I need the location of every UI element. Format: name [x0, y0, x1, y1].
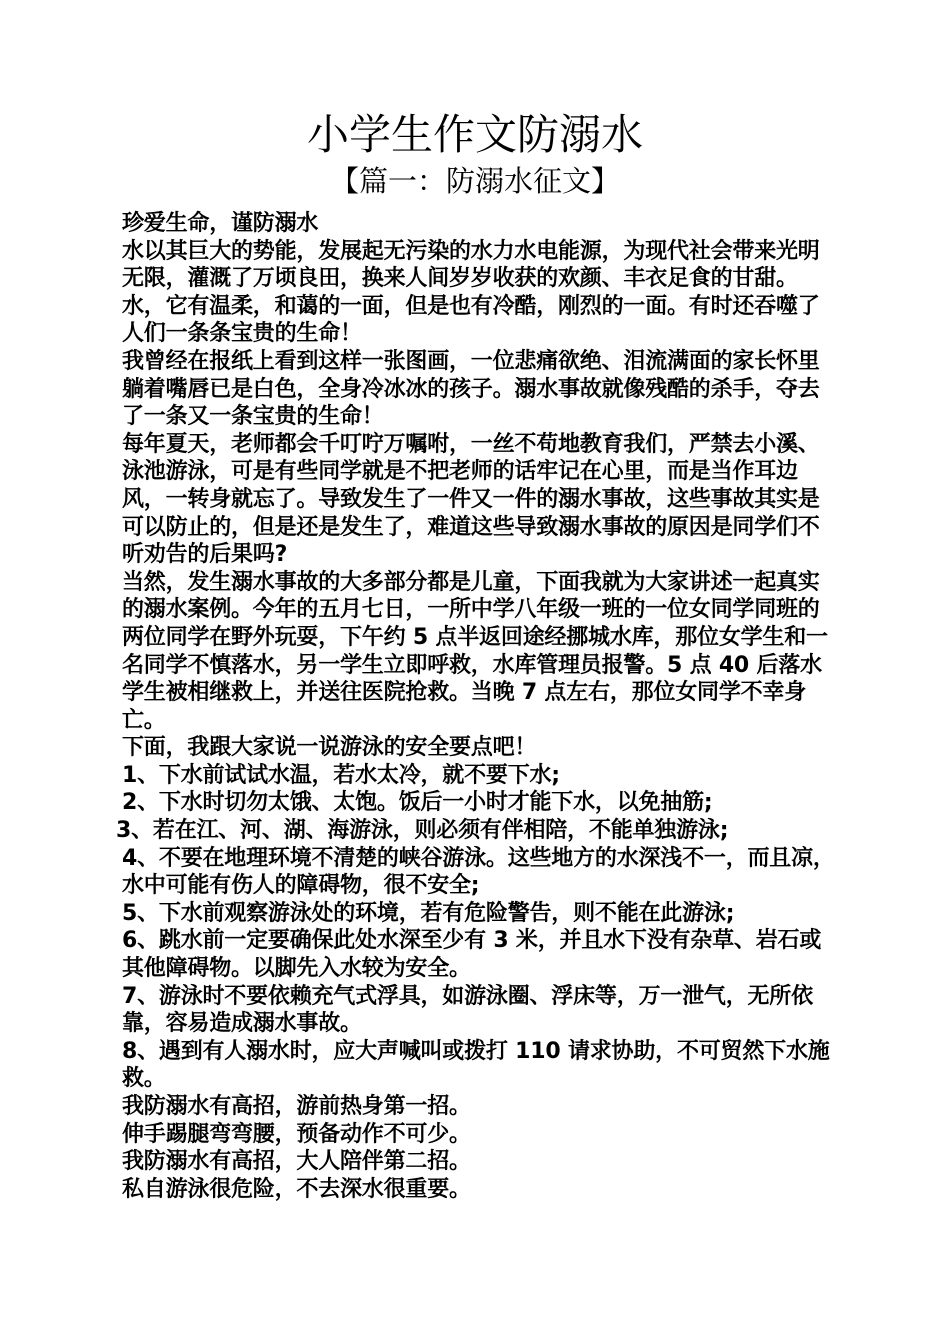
rhyme-line: 私自游泳很危险，不去深水很重要。 — [122, 1176, 471, 1202]
document-subtitle: 【篇一：防溺水征文】 — [329, 164, 620, 198]
safety-tip: 8、遇到有人溺水时，应大声喊叫或拨打 110 请求协助，不可贸然下水施救。 — [122, 1038, 830, 1092]
safety-tip: 2、下水时切勿太饿、太饱。饭后一小时才能下水，以免抽筋; — [122, 790, 713, 816]
rhyme-line: 伸手踢腿弯弯腰，预备动作不可少。 — [122, 1121, 471, 1147]
safety-tip: 3、若在江、河、湖、海游泳，则必须有伴相陪，不能单独游泳; — [116, 818, 729, 844]
safety-tip: 1、下水前试试水温，若水太冷，就不要下水; — [122, 762, 560, 788]
paragraph: 每年夏天，老师都会千叮咛万嘱咐，一丝不苟地教育我们，严禁去小溪、泳池游泳，可是有些同学就是不把老师的话牢记在心里，而是当作耳边风，一转身就忘了。导致发生了一件又一件的溺水事故，这些事故其实是可以防止的，但是还是发生了，难道这些导致溺水事故的原因是同学们不听劝告的后果吗? — [122, 431, 820, 568]
paragraph: 下面，我跟大家说一说游泳的安全要点吧！ — [122, 735, 537, 761]
rhyme-line: 我防溺水有高招，游前热身第一招。 — [122, 1094, 471, 1119]
rhyme-line: 我防溺水有高招，大人陪伴第二招。 — [122, 1149, 471, 1175]
safety-tip: 4、不要在地理环境不清楚的峡谷游泳。这些地方的水深浅不一，而且凉，水中可能有伤人的障碍物，很不安全; — [122, 845, 835, 899]
document-body — [116, 210, 836, 1203]
safety-tip: 7、游泳时不要依赖充气式浮具，如游泳圈、浮床等，万一泄气，无所依靠，容易造成溺水事故。 — [122, 983, 813, 1037]
paragraph: 当然，发生溺水事故的大多部分都是儿童，下面我就为大家讲述一起真实的溺水案例。今年的五月七日，一所中学八年级一班的一位女同学同班的两位同学在野外玩耍，下午约 5 点半返回途经挪城水库，那位女学生和一名同学不慎落水，另一学生立即呼救，水库管理员报警。5 点 40 后落水学生被相继救上，并送往医院抢救。当晚 7 点左右，那位女同学不幸身亡。 — [122, 569, 828, 733]
essay-heading: 珍爱生命，谨防溺水 — [122, 211, 319, 236]
paragraph: 我曾经在报纸上看到这样一张图画，一位悲痛欲绝、泪流满面的家长怀里躺着嘴唇已是白色，全身冷冰冰的孩子。溺水事故就像残酷的杀手，夺去了一条又一条宝贵的生命！ — [122, 348, 820, 430]
safety-tip: 6、跳水前一定要确保此处水深至少有 3 米，并且水下没有杂草、岩石或其他障碍物。以脚先入水较为安全。 — [122, 928, 822, 982]
safety-tip: 5、下水前观察游泳处的环境，若有危险警告，则不能在此游泳; — [122, 900, 735, 926]
paragraph: 水以其巨大的势能，发展起无污染的水力水电能源，为现代社会带来光明无限，灌溉了万顷良田，换来人间岁岁收获的欢颜、丰衣足食的甘甜。水，它有温柔，和蔼的一面，但是也有冷酷，刚烈的一面。有时还吞噬了人们一条条宝贵的生命！ — [122, 238, 820, 347]
document-title: 小学生作文防溺水 — [306, 110, 643, 159]
